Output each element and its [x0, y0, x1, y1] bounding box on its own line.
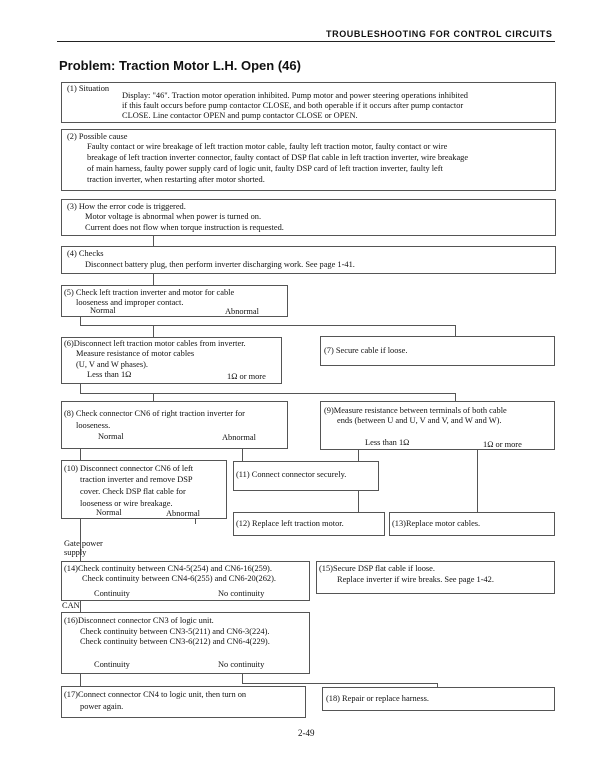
step-5-box [61, 285, 288, 317]
problem-title: Problem: Traction Motor L.H. Open (46) [59, 58, 301, 73]
step-16-box [61, 612, 310, 674]
possible-cause-line-3: of main harness, faulty power supply card of logic unit, faulty DSP card of left traction inverter, faulty left [87, 164, 443, 173]
branch-normal-label: Normal [96, 508, 122, 517]
step-10-line-1: (10) Disconnect connector CN6 of left [64, 464, 194, 473]
step-14-line-2: Check continuity between CN4-6(255) and CN6-20(262). [82, 574, 276, 583]
step-8-line-1: (8) Check connector CN6 of right traction inverter for [64, 409, 245, 418]
branch-more-label: 1Ω or more [483, 440, 522, 449]
step-6-box [61, 337, 282, 384]
connector-line [455, 393, 456, 401]
connector-line [80, 674, 81, 686]
connector-line [242, 449, 243, 461]
step-12-box [233, 512, 385, 536]
checks-line-1: Disconnect battery plug, then perform inverter discharging work. See page 1-41. [85, 260, 355, 269]
step-17-line-2: power again. [80, 702, 124, 711]
step-15-box [316, 561, 555, 594]
branch-no-continuity-label: No continuity [218, 660, 265, 669]
branch-abnormal-label: Abnormal [225, 307, 259, 316]
connector-line [477, 450, 478, 512]
step-7-line-1: (7) Secure cable if loose. [324, 346, 408, 355]
trigger-box [61, 199, 556, 236]
step-15-line-2: Replace inverter if wire breaks. See page 1-42. [337, 575, 494, 584]
branch-abnormal-label: Abnormal [222, 433, 256, 442]
step-10-line-4: looseness or wire breakage. [80, 499, 173, 508]
possible-cause-box [61, 129, 556, 191]
step-8-line-2: looseness. [76, 421, 111, 430]
step-16-line-3: Check continuity between CN3-6(212) and CN6-4(229). [80, 637, 270, 646]
branch-abnormal-label: Abnormal [166, 509, 200, 518]
step-7-box [320, 336, 555, 366]
connector-line [242, 674, 243, 683]
step-9-line-2: ends (between U and U, V and V, and W and W). [337, 416, 502, 425]
step-14-box [61, 561, 310, 601]
gate-power-label-1: Gate power [64, 539, 103, 548]
connector-line [80, 449, 81, 460]
possible-cause-line-4: traction inverter, when restarting after motor shorted. [87, 175, 265, 184]
step-9-line-1: (9)Measure resistance between terminals of both cable [324, 406, 507, 415]
step-11-box [233, 461, 379, 491]
step-16-line-1: (16)Disconnect connector CN3 of logic unit. [64, 616, 214, 625]
step-17-line-1: (17)Connect connector CN4 to logic unit, then turn on [64, 690, 247, 699]
step-5-line-2: looseness and improper contact. [76, 298, 184, 307]
page-header-title: TROUBLESHOOTING FOR CONTROL CIRCUITS [326, 29, 553, 39]
branch-normal-label: Normal [98, 432, 124, 441]
connector-line [153, 274, 154, 285]
connector-line [80, 393, 455, 394]
step-6-line-2: Measure resistance of motor cables [76, 349, 195, 358]
situation-label: (1) Situation [67, 84, 110, 93]
trigger-line-1: Motor voltage is abnormal when power is turned on. [85, 212, 262, 221]
step-15-line-1: (15)Secure DSP flat cable if loose. [319, 564, 435, 573]
checks-box [61, 246, 556, 274]
possible-cause-label: (2) Possible cause [67, 132, 128, 141]
connector-line [195, 519, 196, 524]
step-13-line-1: (13)Replace motor cables. [392, 519, 481, 528]
step-12-line-1: (12) Replace left traction motor. [236, 519, 344, 528]
connector-line [80, 325, 455, 326]
branch-continuity-label: Continuity [94, 589, 130, 598]
step-8-box [61, 401, 288, 449]
situation-line-3: CLOSE. Line contactor OPEN and pump contactor CLOSE or OPEN. [122, 111, 358, 120]
step-13-box [389, 512, 555, 536]
connector-line [80, 601, 81, 612]
situation-line-1: Display: "46". Traction motor operation inhibited. Pump motor and power steering operations inhibited [122, 91, 468, 100]
branch-less-label: Less than 1Ω [365, 438, 410, 447]
step-10-box [61, 460, 227, 519]
possible-cause-line-1: Faulty contact or wire breakage of left traction motor cable, faulty left traction motor, faulty contact or wire [87, 142, 448, 151]
step-5-line-1: (5) Check left traction inverter and motor for cable [64, 288, 235, 297]
connector-line [455, 325, 456, 336]
branch-continuity-label: Continuity [94, 660, 130, 669]
can-label: CAN [62, 601, 80, 610]
step-6-line-1: (6)Disconnect left traction motor cables from inverter. [64, 339, 246, 348]
step-11-line-1: (11) Connect connector securely. [236, 470, 347, 479]
connector-line [242, 683, 437, 684]
branch-no-continuity-label: No continuity [218, 589, 265, 598]
branch-more-label: 1Ω or more [227, 372, 266, 381]
branch-less-label: Less than 1Ω [87, 370, 132, 379]
trigger-label: (3) How the error code is triggered. [67, 202, 186, 211]
page-number: 2-49 [298, 728, 315, 738]
step-16-line-2: Check continuity between CN3-5(211) and CN6-3(224). [80, 627, 270, 636]
step-18-line-1: (18) Repair or replace harness. [326, 694, 430, 703]
possible-cause-line-2: breakage of left traction inverter connector, faulty contact of DSP flat cable in left traction inverter, wire breakage [87, 153, 469, 162]
branch-normal-label: Normal [90, 306, 116, 315]
connector-line [153, 236, 154, 246]
trigger-line-2: Current does not flow when torque instruction is requested. [85, 223, 284, 232]
step-14-line-1: (14)Check continuity between CN4-5(254) and CN6-16(259). [64, 564, 272, 573]
step-18-box [322, 687, 555, 711]
header-rule [57, 41, 555, 42]
step-17-box [61, 686, 306, 718]
situation-box [61, 82, 556, 123]
gate-power-label-2: supply [64, 548, 87, 557]
checks-label: (4) Checks [67, 249, 104, 258]
step-10-line-2: traction inverter and remove DSP [80, 475, 193, 484]
connector-line [153, 325, 154, 337]
connector-line [153, 393, 154, 401]
step-6-line-3: (U, V and W phases). [76, 360, 148, 369]
situation-line-2: if this fault occurs before pump contactor CLOSE, and both operable if it occurs after pump contactor [122, 101, 464, 110]
step-10-line-3: cover. Check DSP flat cable for [80, 487, 186, 496]
step-9-box [320, 401, 555, 450]
